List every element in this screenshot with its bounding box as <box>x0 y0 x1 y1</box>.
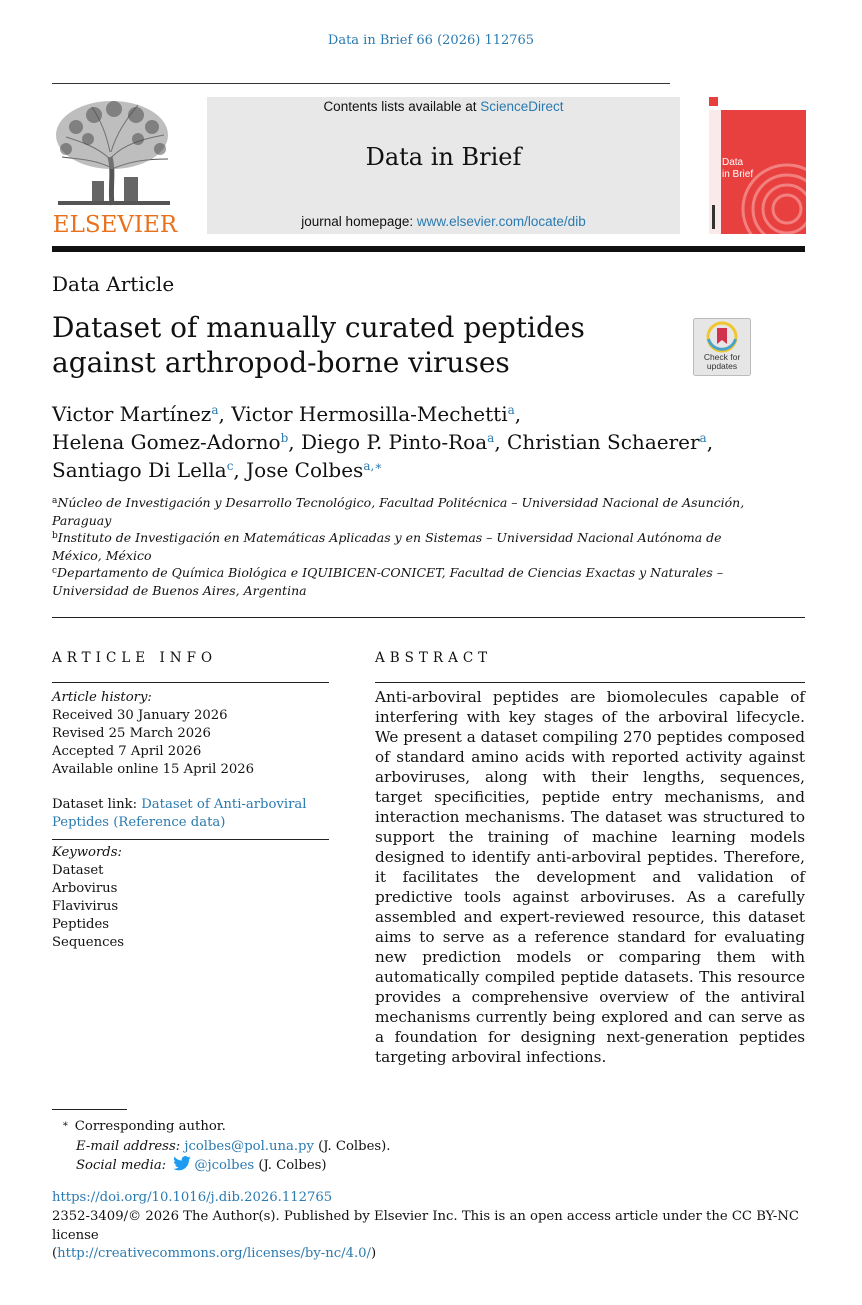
author-affil-link[interactable]: a <box>699 431 707 445</box>
revised-date: Revised 25 March 2026 <box>52 726 211 741</box>
corresponding-text: Corresponding author. <box>74 1119 226 1134</box>
sciencedirect-link[interactable]: ScienceDirect <box>480 99 564 114</box>
author-separator: , <box>288 430 301 454</box>
svg-text:Data: Data <box>722 157 744 168</box>
footnote <box>52 1115 652 1176</box>
social-label: Social media: <box>76 1158 167 1173</box>
received-date: Received 30 January 2026 <box>52 708 228 723</box>
author-affil-link[interactable]: a <box>507 403 515 417</box>
article-history <box>52 689 329 779</box>
journal-citation[interactable]: Data in Brief 66 (2026) 112765 <box>327 33 535 48</box>
license-text: 2352-3409/© 2026 The Author(s). Published by Elsevier Inc. This is an open access article under the CC BY-NC license <box>52 1209 800 1243</box>
homepage-line <box>207 214 680 229</box>
journal-cover-image <box>709 97 806 234</box>
social-line <box>52 1156 652 1176</box>
keyword: Dataset <box>52 863 104 878</box>
license-paren-open: ( <box>52 1246 58 1261</box>
affiliations <box>52 494 772 599</box>
license-link[interactable]: http://creativecommons.org/licenses/by-nc/4.0/ <box>57 1246 371 1261</box>
author-separator: , <box>218 402 232 426</box>
article-info-rule <box>52 682 329 683</box>
dataset-label: Dataset link: <box>52 797 142 812</box>
author-name: Diego P. Pinto-Roa <box>300 430 488 454</box>
elsevier-logo[interactable] <box>52 97 178 235</box>
article-type: Data Article <box>52 272 175 296</box>
header-thick-rule <box>52 246 805 252</box>
social-suffix: (J. Colbes) <box>254 1158 327 1173</box>
keywords-rule <box>52 839 329 840</box>
doi-link[interactable]: https://doi.org/10.1016/j.dib.2026.112765 <box>52 1190 333 1205</box>
keyword: Peptides <box>52 917 110 932</box>
affiliation-c <box>52 564 772 599</box>
corresponding-line <box>52 1115 652 1137</box>
affiliation-text: Núcleo de Investigación y Desarrollo Tecnológico, Facultad Politécnica – Universidad Nacional de Asunción, Paraguay <box>52 495 745 528</box>
affiliation-a <box>52 494 772 529</box>
author-name: Jose Colbes <box>246 458 364 482</box>
journal-title: Data in Brief <box>365 143 522 171</box>
author-name: Santiago Di Lella <box>52 458 227 482</box>
svg-text:updates: updates <box>706 361 738 371</box>
author-affil-link[interactable]: a <box>487 431 495 445</box>
keywords-label: Keywords: <box>52 845 122 860</box>
section-rule <box>52 617 805 618</box>
email-link[interactable]: jcolbes@pol.una.py <box>184 1138 314 1154</box>
accepted-date: Accepted 7 April 2026 <box>52 744 202 759</box>
author-list <box>52 400 772 484</box>
license-block <box>52 1208 812 1264</box>
abstract-heading: ABSTRACT <box>375 650 493 666</box>
svg-text:ELSEVIER: ELSEVIER <box>52 212 178 235</box>
homepage-prefix: journal homepage: <box>301 214 417 229</box>
author-name: Christian Schaerer <box>507 430 700 454</box>
homepage-link[interactable]: www.elsevier.com/locate/dib <box>416 214 586 229</box>
affiliation-label: a <box>52 496 58 506</box>
author-separator: , <box>494 430 508 454</box>
contents-prefix: Contents lists available at <box>323 99 481 114</box>
license-paren-close: ) <box>371 1246 377 1261</box>
dataset-link-block <box>52 796 329 832</box>
svg-text:Check for: Check for <box>703 352 741 362</box>
footnote-star: ∗ <box>62 1119 69 1130</box>
email-label: E-mail address: <box>76 1138 181 1154</box>
keywords-block <box>52 844 329 952</box>
author-name: Victor Martínez <box>52 402 212 426</box>
journal-cover[interactable] <box>709 97 806 234</box>
author-affil-link[interactable]: c <box>226 459 234 473</box>
abstract-rule <box>375 682 805 683</box>
footnote-rule <box>52 1109 127 1110</box>
history-label: Article history: <box>52 690 152 705</box>
dataset-link[interactable]: Dataset of Anti-arboviral Peptides (Reference data) <box>52 797 307 830</box>
svg-text:in Brief: in Brief <box>722 169 754 180</box>
author-affil-link[interactable]: b <box>280 431 289 445</box>
journal-banner <box>207 97 680 234</box>
author-affil-link[interactable]: a <box>211 403 219 417</box>
contents-line <box>207 99 680 114</box>
affiliation-text: Departamento de Química Biológica e IQUIBICEN-CONICET, Facultad de Ciencias Exactas y Naturales – Universidad de Buenos Aires, Argentina <box>52 565 724 598</box>
affiliation-b <box>52 529 772 564</box>
social-link[interactable]: @jcolbes <box>194 1158 255 1173</box>
check-for-updates-button[interactable] <box>693 318 751 376</box>
online-date: Available online 15 April 2026 <box>52 762 255 777</box>
top-rule <box>52 83 670 84</box>
author-name: Helena Gomez-Adorno <box>52 430 281 454</box>
crossmark-icon <box>693 318 751 376</box>
author-separator: , <box>706 430 714 454</box>
elsevier-tree-icon <box>52 97 178 235</box>
affiliation-label: b <box>52 531 58 541</box>
abstract-text: Anti-arboviral peptides are biomolecules capable of interfering with key stages of the arboviral lifecycle. We present a dataset compiling 270 peptides composed of standard amino acids with reported activity against arboviruses, along with their lengths, sequences, target specificities, peptide entry mechanisms, and interaction mechanisms. The dataset was structured to support the training of machine learning models designed to identify anti-arboviral peptides. Therefore, it facilitates the development and validation of predictive tools against arboviruses. As a carefully assembled and expert-reviewed resource, this dataset aims to serve as a reference standard for evaluating new prediction models or comparing them with automatically compiled peptide datasets. This resource provides a comprehensive overview of the antiviral mechanisms currently being explored and can serve as a foundation for designing next-generation peptides targeting arboviral infections. <box>375 688 805 1066</box>
email-line <box>52 1137 652 1157</box>
keyword: Sequences <box>52 935 125 950</box>
affiliation-text: Instituto de Investigación en Matemáticas Aplicadas y en Sistemas – Universidad Nacional Autónoma de México, México <box>52 530 722 563</box>
keyword: Arbovirus <box>52 881 118 896</box>
email-suffix: (J. Colbes). <box>313 1138 391 1154</box>
author-affil-link[interactable]: a,∗ <box>363 459 383 473</box>
twitter-bird-icon <box>172 1156 192 1172</box>
author-name: Victor Hermosilla-Mechetti <box>231 402 508 426</box>
article-info-heading: ARTICLE INFO <box>52 650 218 666</box>
keyword: Flavivirus <box>52 899 119 914</box>
author-separator: , <box>233 458 247 482</box>
author-separator: , <box>514 402 522 426</box>
article-title: Dataset of manually curated peptides against arthropod-borne viruses <box>52 311 585 379</box>
affiliation-label: c <box>52 566 58 576</box>
